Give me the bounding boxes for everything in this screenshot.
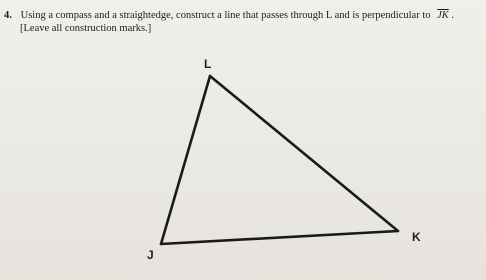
instruction-text: [Leave all construction marks.] xyxy=(20,23,152,34)
side-jk xyxy=(161,231,398,244)
vertex-label-j: J xyxy=(147,248,154,262)
side-lk xyxy=(210,76,398,231)
vertex-label-k: K xyxy=(412,230,421,244)
segment-jk-label: $\overline{JK}$ xyxy=(437,10,449,21)
triangle-jkl xyxy=(161,76,398,244)
vertex-label-l: L xyxy=(204,57,212,71)
question-period: . xyxy=(451,10,455,21)
side-lj xyxy=(161,76,210,244)
question-number: 4. xyxy=(4,10,12,21)
question-text: Using a compass and a straightedge, construct a line that passes through L and is perpendicular to xyxy=(20,10,431,21)
